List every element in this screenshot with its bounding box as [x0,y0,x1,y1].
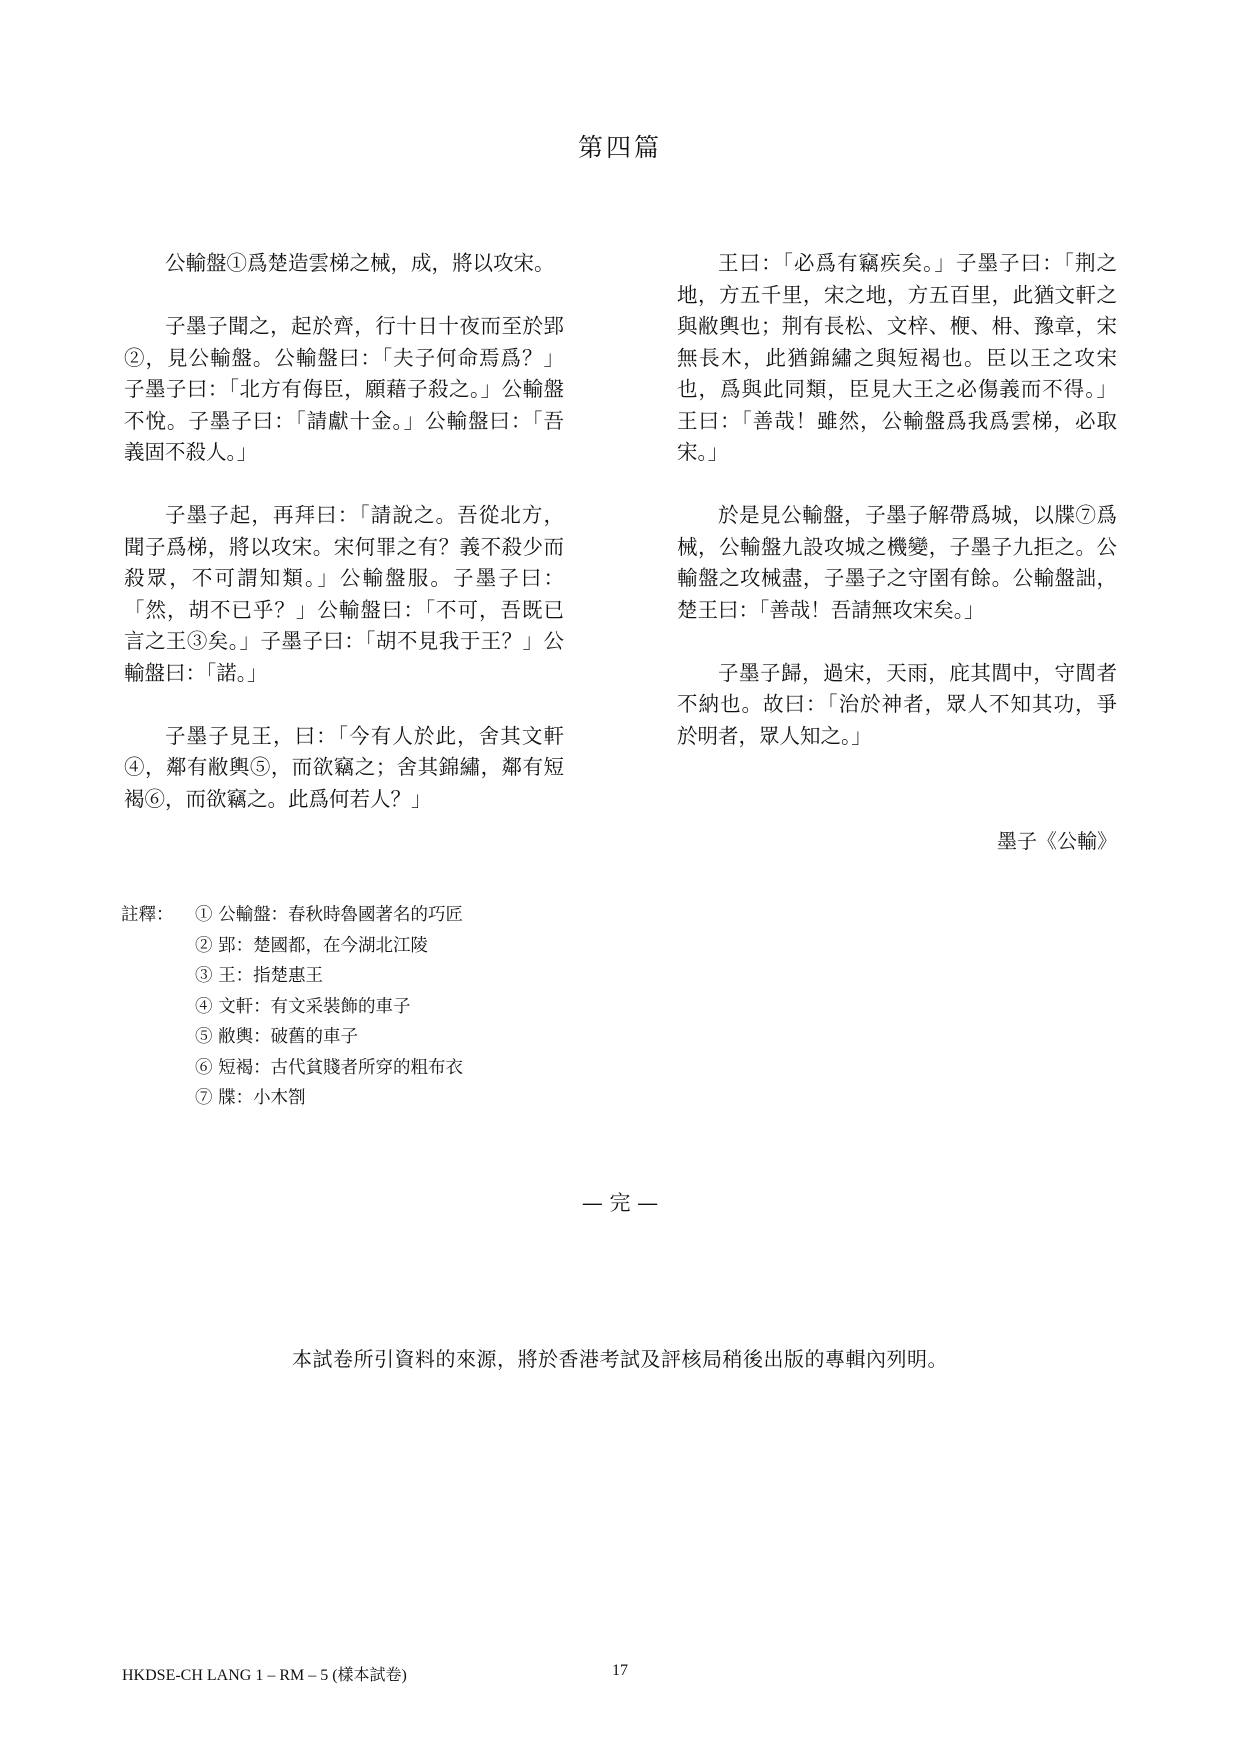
passage-right-column [677,248,1117,784]
page-number: 17 [612,1662,628,1679]
passage-paragraph: 子墨子見王，曰：「今有人於此，舍其文軒④，鄰有敝輿⑤，而欲竊之；舍其錦繡，鄰有短褐⑥，而欲竊之。此爲何若人？」 [124,723,564,811]
annotations-list [195,900,463,1114]
passage-paragraph: 子墨子起，再拜曰：「請說之。吾從北方，聞子爲梯，將以攻宋。宋何罪之有？義不殺少而殺眾，不可謂知類。」公輸盤服。子墨子曰：「然，胡不已乎？」公輸盤曰：「不可，吾既已言之王③矣。」子墨子曰：「胡不見我于王？」公輸盤曰：「諾。」 [124,503,564,685]
annotations-label: 註釋： [121,905,174,925]
annotation-item: ⑥ 短褐：古代貧賤者所穿的粗布衣 [195,1057,464,1078]
passage-paragraph: 子墨子聞之，起於齊，行十日十夜而至於郢②，見公輸盤。公輸盤曰：「夫子何命焉爲？」子墨子曰：「北方有侮臣，願藉子殺之。」公輸盤不悅。子墨子曰：「請獻十金。」公輸盤曰：「吾義固不殺人。」 [124,314,564,464]
passage-left-column [124,248,564,847]
passage-source: 墨子《公輸》 [997,829,1117,853]
passage-paragraph: 於是見公輸盤，子墨子解帶爲城，以牒⑦爲械，公輸盤九設攻城之機變，子墨子九拒之。公輸盤之攻械盡，子墨子之守圉有餘。公輸盤詘，楚王曰：「善哉！吾請無攻宋矣。」 [677,503,1117,622]
annotation-item: ① 公輸盤：春秋時魯國著名的巧匠 [195,905,464,925]
annotation-item: ③ 王：指楚惠王 [195,966,324,986]
annotation-item: ② 郢：楚國都，在今湖北江陵 [195,935,429,956]
annotation-item: ⑤ 敝輿：破舊的車子 [195,1027,359,1047]
passage-paragraph: 公輸盤①爲楚造雲梯之械，成，將以攻宋。 [165,251,555,275]
annotation-item: ④ 文軒：有文采裝飾的車子 [195,996,411,1017]
source-acknowledgement: 本試卷所引資料的來源，將於香港考試及評核局稍後出版的專輯內列明。 [292,1347,948,1371]
passage-paragraph: 子墨子歸，過宋，天雨，庇其閭中，守閭者不納也。故曰：「治於神者，眾人不知其功，爭於明者，眾人知之。」 [677,660,1117,748]
annotation-item: ⑦ 牒：小木劄 [195,1088,306,1108]
paper-code: HKDSE-CH LANG 1 – RM – 5 (樣本試卷) [122,1667,407,1684]
page-title: 第四篇 [577,133,662,162]
passage-paragraph: 王曰：「必爲有竊疾矣。」子墨子曰：「荆之地，方五千里，宋之地，方五百里，此猶文軒之與敝輿也；荆有長松、文梓、楩、枏、豫章，宋無長木，此猶錦繡之與短褐也。臣以王之攻宋也，爲與此同類，臣見大王之必傷義而不得。」王曰：「善哉！雖然，公輸盤爲我爲雲梯，必取宋。」 [677,251,1117,464]
end-mark: — 完 — [581,1191,659,1215]
